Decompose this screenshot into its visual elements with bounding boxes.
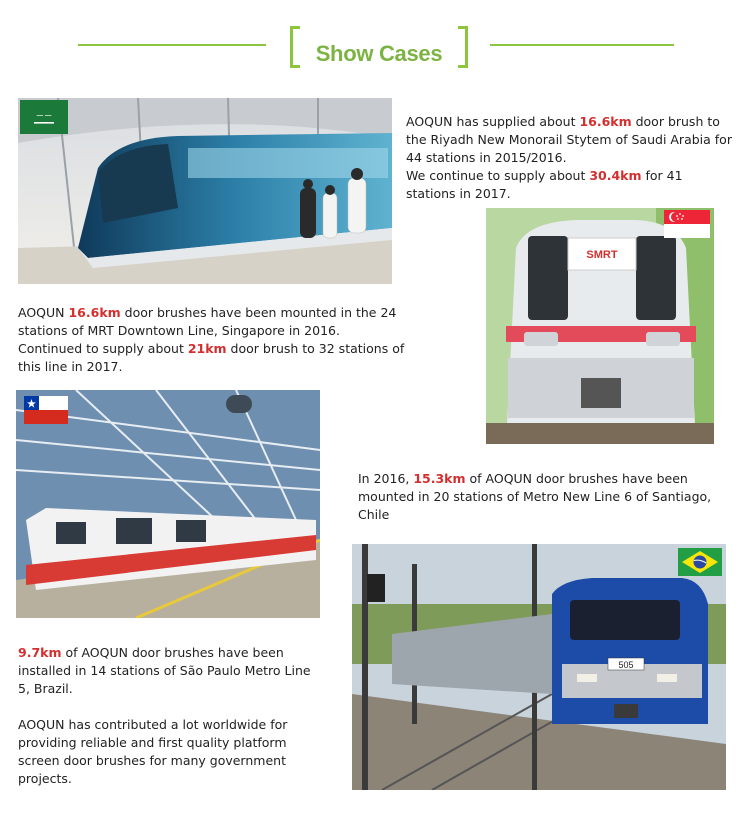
singapore-text-1: AOQUN xyxy=(18,305,69,320)
riyadh-monorail-illustration xyxy=(18,98,392,284)
riyadh-text-3: We continue to supply about xyxy=(406,168,590,183)
smrt-logo-text: SMRT xyxy=(586,249,618,261)
summary-text: AOQUN has contributed a lot worldwide for providing reliable and first quality platform screen door brushes for many government projects. xyxy=(18,717,288,786)
chile-text-2: of AOQUN door brushes have been mounted in 20 stations of Metro New Line 6 of Santiago, Chile xyxy=(358,471,712,522)
singapore-description xyxy=(18,304,428,376)
santiago-metro-depot-photo xyxy=(16,390,320,618)
riyadh-highlight-2: 30.4km xyxy=(589,168,642,183)
brazil-description xyxy=(18,644,318,698)
saudi-arabia-flag-icon xyxy=(20,100,68,134)
singapore-text-3: Continued to supply about xyxy=(18,341,188,356)
riyadh-text-1: AOQUN has supplied about xyxy=(406,114,580,129)
brazil-text-1: of AOQUN door brushes have been installed in 14 stations of São Paulo Metro Line 5, Brazil. xyxy=(18,645,311,696)
title-frame xyxy=(290,26,468,68)
chile-highlight-1: 15.3km xyxy=(413,471,466,486)
singapore-text-4: door brush to 32 stations of this line in 2017. xyxy=(18,341,405,374)
svg-text:ـــ ـــ: ـــ ـــ xyxy=(36,110,52,118)
riyadh-monorail-photo xyxy=(18,98,392,284)
singapore-mrt-photo xyxy=(486,208,714,444)
sao-paulo-metro-photo xyxy=(352,544,726,790)
riyadh-highlight-1: 16.6km xyxy=(579,114,632,129)
chile-description xyxy=(358,470,728,524)
header-line-right xyxy=(490,44,674,46)
brazil-highlight-1: 9.7km xyxy=(18,645,62,660)
chile-text-1: In 2016, xyxy=(358,471,414,486)
page-title: Show Cases xyxy=(315,41,443,66)
chile-flag-icon xyxy=(24,396,68,424)
singapore-highlight-1: 16.6km xyxy=(68,305,121,320)
riyadh-description xyxy=(406,113,736,203)
riyadh-text-2: door brush to the Riyadh New Monorail Stytem of Saudi Arabia for 44 stations in 2015/2016. xyxy=(406,114,732,165)
train-number-text: 505 xyxy=(618,660,634,670)
riyadh-text-4: for 41 stations in 2017. xyxy=(406,168,683,201)
singapore-highlight-2: 21km xyxy=(187,341,227,356)
singapore-flag-icon xyxy=(664,210,710,238)
header-line-left xyxy=(78,44,266,46)
brazil-flag-icon xyxy=(678,548,722,576)
singapore-text-2: door brushes have been mounted in the 24 stations of MRT Downtown Line, Singapore in 2016. xyxy=(18,305,397,338)
